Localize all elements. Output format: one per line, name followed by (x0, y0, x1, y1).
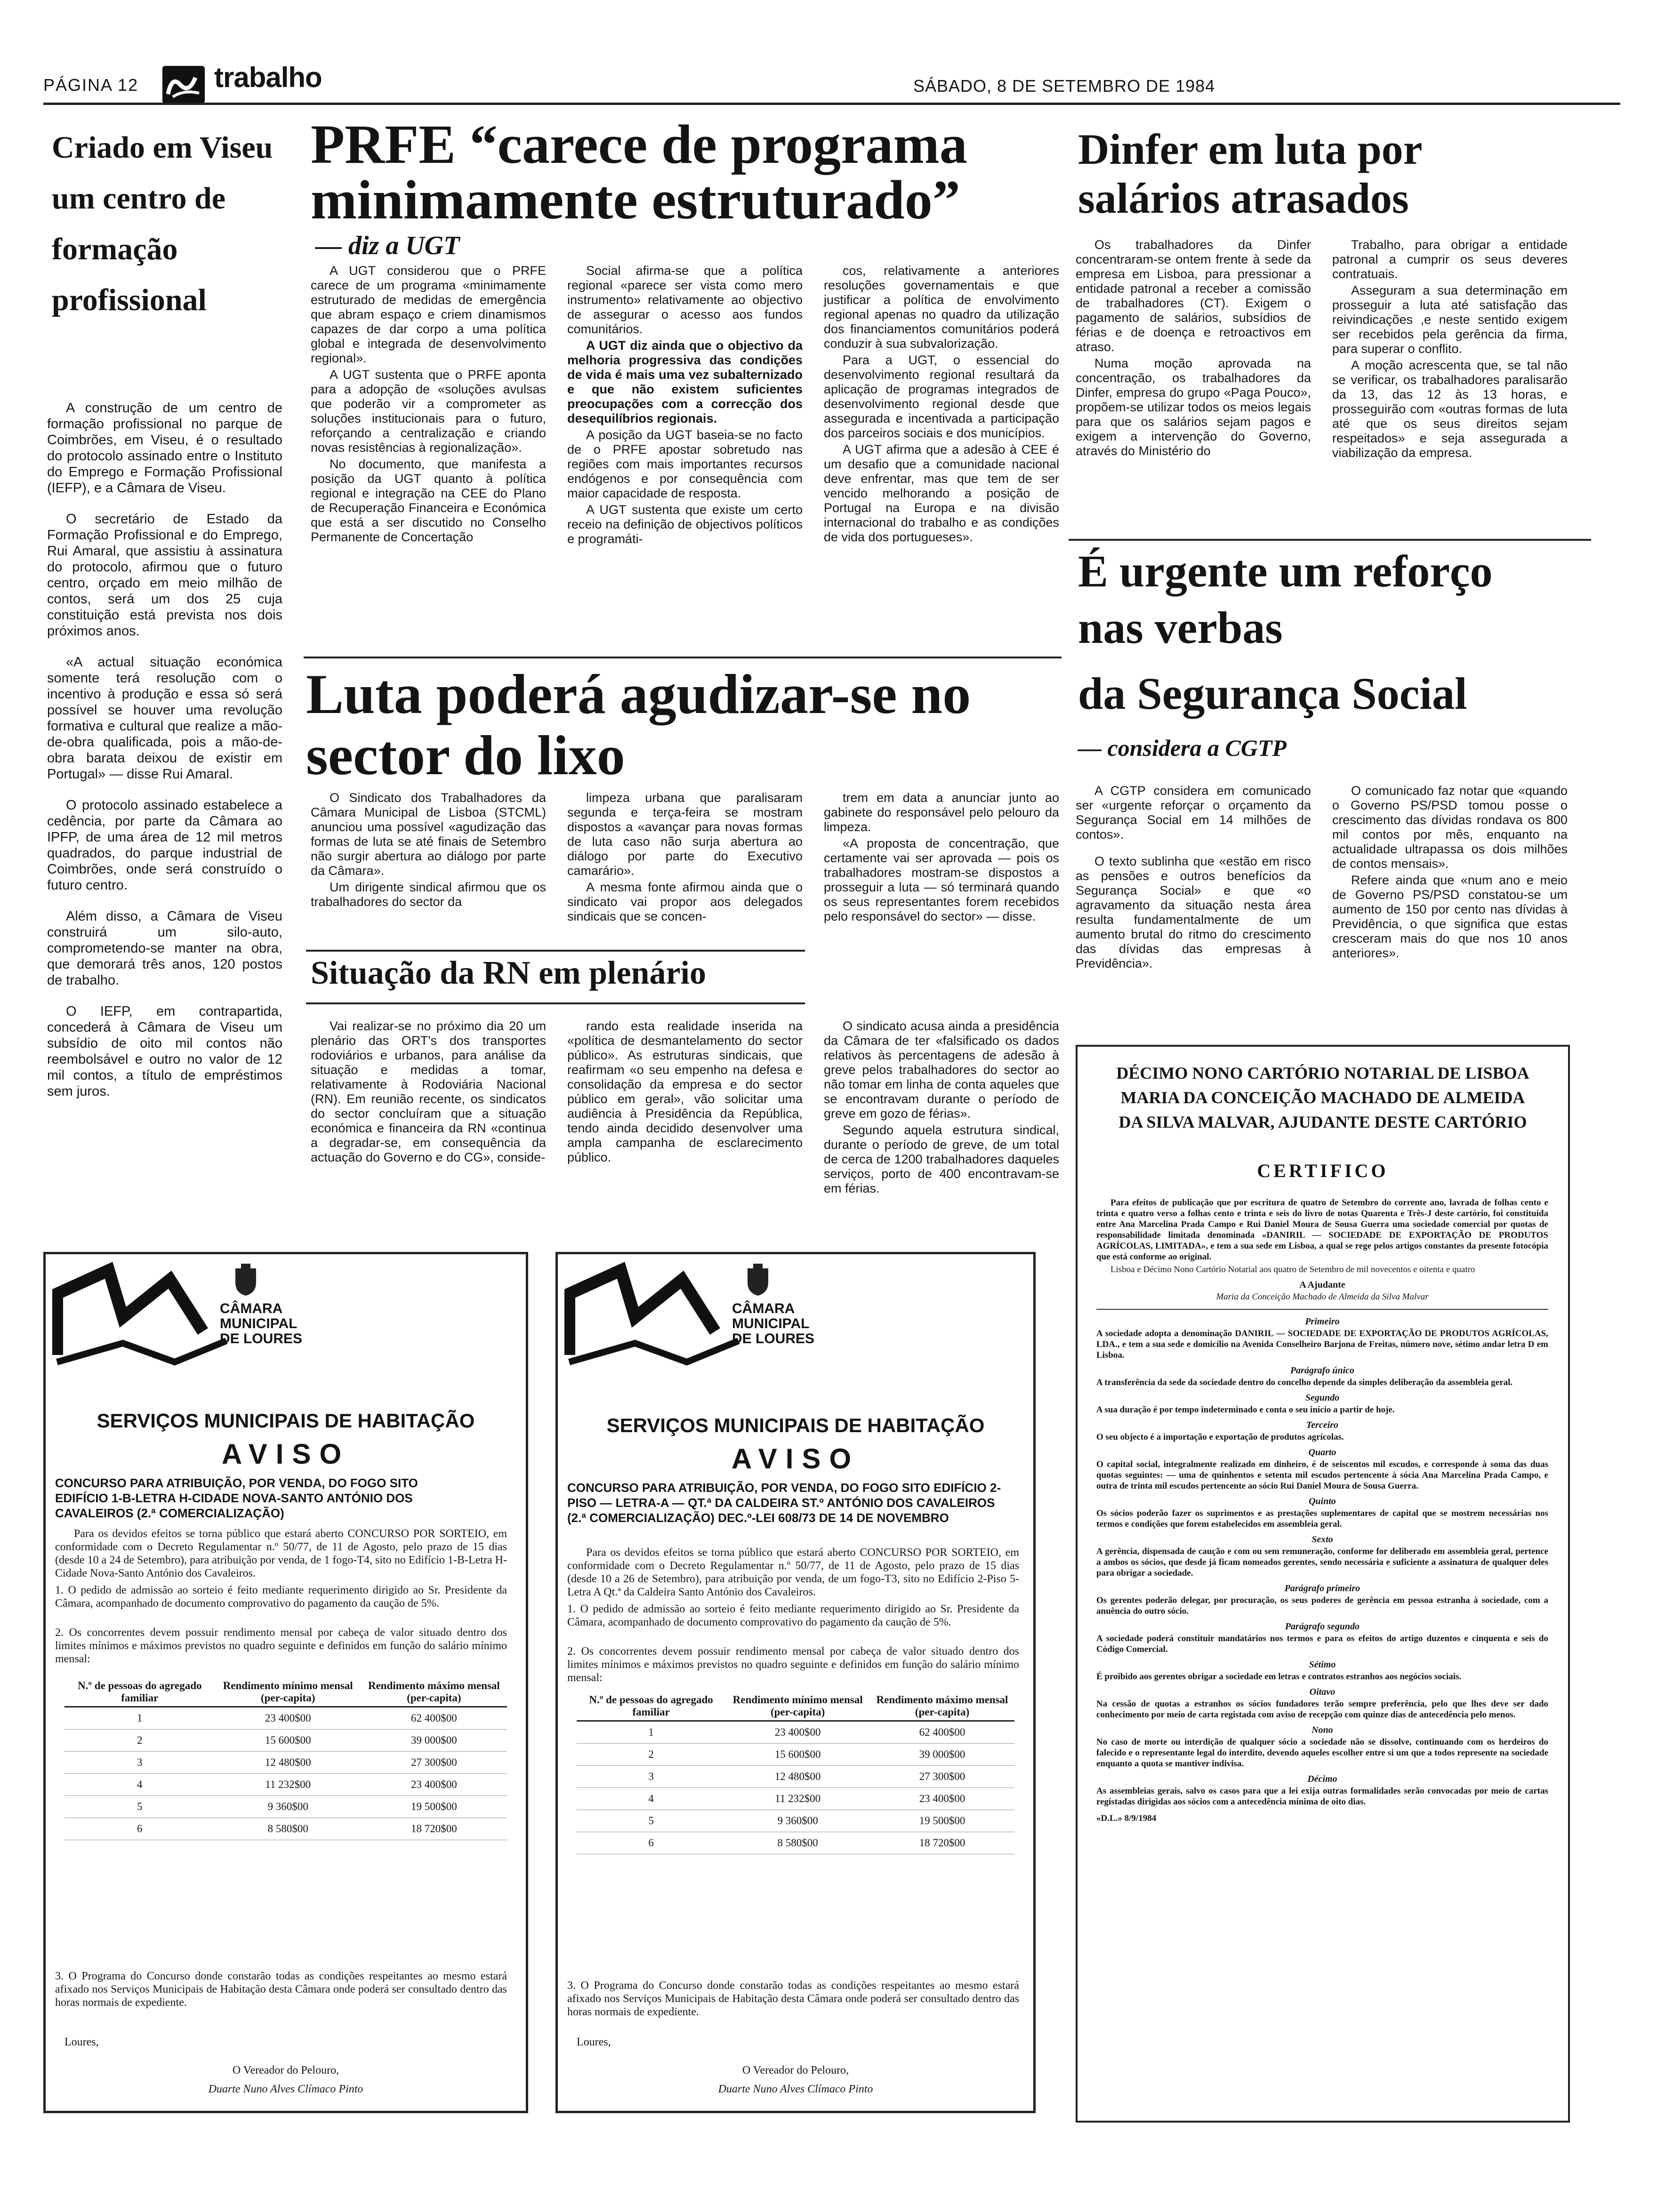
paragraph: cos, relativamente a anteriores resoluções governamentais e que justificar a política de envolvimento regional apenas no quadro da utilização dos financiamentos comunitários poderá conduzir à sua subvalorização. (824, 264, 1059, 351)
paragraph: A UGT afirma que a adesão à CEE é um desafio que a comunidade nacional deve enfrentar, mas que tem de ser vencido melhorando a posição de Portugal na Europa e na divisão internacional do trabalho e as condições de vida dos portugueses». (824, 442, 1059, 544)
table-cell: 12 480$00 (215, 1752, 361, 1774)
paragraph: A UGT considerou que o PRFE carece de um programa «minimamente estruturado de medidas de emergência que abram espaço e criem dinamismos capazes de dar corpo a uma política global e integrada de desenvolvimento regional». (311, 264, 546, 365)
loures-notice-2 (555, 1252, 1036, 2113)
article-heading: Terceiro (1306, 1420, 1339, 1430)
prfe-col-1 (311, 264, 546, 546)
rn-col-1 (311, 1019, 546, 1167)
paragraph: A UGT sustenta que existe um certo receio na definição de objectivos políticos e programáti- (567, 503, 803, 546)
dinfer-col-1 (1076, 238, 1311, 460)
table-cell: 1 (577, 1721, 725, 1744)
article-text: Os gerentes poderão delegar, por procuração, os seus poderes de gerência em pessoa estranha à sociedade, com a anuência do outro sócio. (1096, 1595, 1548, 1616)
cgtp-col-2 (1332, 784, 1568, 962)
notarial-place-date: Lisboa e Décimo Nono Cartório Notarial aos quatro de Setembro de mil novecentos e oitenta e quatro (1110, 1265, 1475, 1274)
table-row (577, 1788, 1014, 1810)
table-cell: 6 (577, 1832, 725, 1854)
lixo-col-2 (567, 791, 803, 926)
article-text: A sociedade adopta a denominação DANIRIL — SOCIEDADE DE EXPORTAÇÃO DE PRODUTOS AGRÍCOLAS, LDA., e tem a sua sede e domicílio na Avenida Conselheiro Barjona de Freitas, número nove, sétimo andar letra D em Lisboa. (1096, 1329, 1548, 1360)
concurso-heading: CONCURSO PARA ATRIBUIÇÃO, POR VENDA, DO FOGO SITO EDIFÍCIO 2-PISO — LETRA-A — QT.ª DA CALDEIRA ST.º ANTÓNIO DOS CAVALEIROS (2.ª COMERCIALIZAÇÃO) DEC.º-LEI 608/73 DE 14 DE NOVEMBRO (567, 1481, 1001, 1525)
column-rule (306, 950, 805, 952)
table-row (64, 1730, 507, 1752)
table-row (64, 1707, 507, 1730)
article-text: A transferência da sede da sociedade dentro do concelho depende da simples deliberação da assembleia geral. (1096, 1378, 1513, 1387)
table-cell: 11 232$00 (215, 1774, 361, 1796)
signer-name: Duarte Nuno Alves Clímaco Pinto (718, 2083, 873, 2095)
dinfer-headline: Dinfer em luta por salários atrasados (1078, 125, 1422, 222)
prfe-col-2 (567, 264, 803, 548)
table-cell: 5 (64, 1796, 215, 1818)
ajudante-label: A Ajudante (1299, 1280, 1345, 1290)
paragraph: A moção acrescenta que, se tal não se verificar, os trabalhadores paralisarão da 13, das 12 às 13 horas, e prosseguirão com «outras formas de luta até que os seus direitos sejam respeitados» e seja assegurada a viabilização da empresa. (1332, 358, 1568, 460)
table-cell: 23 400$00 (870, 1788, 1014, 1810)
paragraph: A CGTP considera em comunicado ser «urgente reforçar o orçamento da Segurança Social em 14 milhões de contos». (1076, 784, 1311, 842)
article-heading: Primeiro (1305, 1316, 1340, 1327)
paragraph: O secretário de Estado da Formação Profissional e do Emprego, Rui Amaral, que assistiu à assinatura do protocolo, afirmou que o futuro centro, orçado em meio milhão de contos, será um dos 25 cuja constituição está prevista nos dois próximos anos. (47, 512, 282, 639)
notarial-intro: Para efeitos de publicação que por escritura de quatro de Setembro do corrente ano, lavrada de folhas cento e trinta e quatro verso a folhas cento e trinta e seis do livro de notas Quarenta e Três-J deste cartório, foi constituída entre Ana Marcelina Prada Campo e Rui Daniel Moura de Sousa Guerra uma sociedade comercial por quotas de responsabilidade limitada denominada «DANIRIL — SOCIEDADE DE EXPORTAÇÃO DE PRODUTOS AGRÍCOLAS, LIMITADA», e tem a sua sede em Lisboa, a qual se rege pelos artigos constantes da presente fotocópia que está conforme ao original. (1096, 1198, 1548, 1262)
notarial-header (1078, 1061, 1568, 1134)
paragraph: A posição da UGT baseia-se no facto de o PRFE apostar sobretudo nas regiões com mais importantes recursos endógenos e por consequência com maior capacidade de resposta. (567, 428, 803, 500)
table-cell: 5 (577, 1810, 725, 1832)
table-cell: 62 400$00 (870, 1721, 1014, 1744)
cgtp-headline-line-2: nas verbas (1078, 602, 1283, 653)
concurso-intro: Para os devidos efeitos se torna público que estará aberto CONCURSO POR SORTEIO, em conformidade com o Decreto Regulamentar n.º 50/77, de 11 de Agosto, pelo prazo de 15 dias (desde 10 a 26 de Setembro), para atribuição por venda, de um fogo-T3, sito no Edifício 2-Piso 5-Letra A Qt.ª da Caldeira Santo António dos Cavaleiros. (567, 1547, 1019, 1598)
table-cell: 18 720$00 (870, 1832, 1014, 1854)
concurso-item-2: 2. Os concorrentes devem possuir rendimento mensal por cabeça de valor situado dentro dos limites mínimos e máximos previstos no quadro seguinte e definidos em função do salário mínimo mensal: (567, 1645, 1019, 1684)
table-cell: 19 500$00 (361, 1796, 507, 1818)
loures-notice-1 (43, 1252, 528, 2113)
table-row (64, 1818, 507, 1840)
paragraph: Além disso, a Câmara de Viseu construirá um silo-auto, comprometendo-se manter na obra, que demorará três anos, 120 postos de trabalho. (47, 909, 282, 988)
table-cell: 15 600$00 (215, 1730, 361, 1752)
table-cell: 8 580$00 (215, 1818, 361, 1840)
concurso-item-1: 1. O pedido de admissão ao sorteio é feito mediante requerimento dirigido ao Sr. Presidente da Câmara, acompanhado de documento comprovativo do pagamento da caução de 5%. (567, 1603, 1019, 1628)
paragraph: A mesma fonte afirmou ainda que o sindicato vai propor aos delegados sindicais que se concen- (567, 880, 803, 923)
notarial-certificate (1076, 1045, 1570, 2123)
section-title: trabalho (214, 62, 322, 93)
article-text: A gerência, dispensada de caução e com ou sem remuneração, conforme for deliberado em assembleia geral, pertence a ambos os sócios, que desde já ficam nomeados gerentes, sendo necessária e suficiente a assinatura de qualquer deles para obrigar a sociedade. (1096, 1547, 1548, 1578)
paragraph: «A actual situação económica somente terá resolução com o incentivo à produção e essa só será possível se houver uma revolução formativa e cultural que realize a mão-de-obra qualificada, pois a mão-de-obra barata deixou de existir em Portugal» — disse Rui Amaral. (47, 655, 282, 782)
paragraph: Trabalho, para obrigar a entidade patronal a cumprir os seus deveres contratuais. (1332, 238, 1568, 281)
table-cell: 8 580$00 (725, 1832, 870, 1854)
article-text: A sociedade poderá constituir mandatários nos termos e para os efeitos do artigo duzentos e cinquenta e seis do Código Comercial. (1096, 1634, 1548, 1654)
notarial-header-line: DÉCIMO NONO CARTÓRIO NOTARIAL DE LISBOA (1116, 1064, 1529, 1082)
dinfer-col-2 (1332, 238, 1568, 462)
table-cell: 15 600$00 (725, 1744, 870, 1766)
paragraph: A UGT diz ainda que o objectivo da melhoria progressiva das condições de vida é mais uma vez subalternizado e que não existem suficientes preocupações com a correcção dos desequilíbrios regionais. (567, 338, 803, 425)
lixo-col-1 (311, 791, 546, 911)
table-cell: 23 400$00 (215, 1707, 361, 1730)
table-cell: 6 (64, 1818, 215, 1840)
camara-label-line: DE LOURES (732, 1331, 815, 1346)
article-text: A sua duração é por tempo indeterminado e conta o seu início a partir de hoje. (1096, 1405, 1395, 1415)
camara-label-line: CÂMARA (732, 1301, 795, 1316)
cgtp-subtitle: — considera a CGTP (1078, 735, 1287, 761)
table-cell: 23 400$00 (361, 1774, 507, 1796)
paragraph: limpeza urbana que paralisaram segunda e terça-feira se mostram dispostos a «avançar para novas formas de luta caso não surja abertura ao diálogo por parte do Executivo camarário». (567, 791, 803, 878)
table-cell: 1 (64, 1707, 215, 1730)
column-header: Rendimento máximo mensal (per-capita) (361, 1678, 507, 1707)
article-heading: Parágrafo único (1290, 1365, 1355, 1376)
column-header: Rendimento mínimo mensal (per-capita) (215, 1678, 361, 1707)
table-cell: 3 (577, 1766, 725, 1788)
column-header: Rendimento mínimo mensal (per-capita) (725, 1692, 870, 1721)
column-rule (306, 1002, 805, 1004)
table-row (577, 1744, 1014, 1766)
paragraph: O comunicado faz notar que «quando o Governo PS/PSD tomou posse o crescimento das dívidas rondava os 800 mil contos por mês, enquanto na actualidade ultrapassa os dois milhões de contos mensais». (1332, 784, 1568, 871)
article-heading: Sexto (1311, 1534, 1333, 1545)
paragraph: Um dirigente sindical afirmou que os trabalhadores do sector da (311, 880, 546, 909)
paragraph: A UGT sustenta que o PRFE aponta para a adopção de «soluções avulsas que poderão vir a comprometer as soluções institucionais para o futuro, reforçando a centralização e criando novas resistências à regionalização». (311, 368, 546, 455)
table-cell: 9 360$00 (215, 1796, 361, 1818)
paragraph: trem em data a anunciar junto ao gabinete do responsável pelo pelouro da limpeza. (824, 791, 1059, 834)
header-rule (43, 103, 1620, 105)
table-cell: 39 000$00 (870, 1744, 1014, 1766)
concurso-heading: CONCURSO PARA ATRIBUIÇÃO, POR VENDA, DO FOGO SITO EDIFÍCIO 1-B-LETRA H-CIDADE NOVA-SANTO ANTÓNIO DOS CAVALEIROS (2.ª COMERCIALIZAÇÃO) (55, 1476, 418, 1520)
loures-crest-icon (232, 1264, 260, 1297)
table-cell: 4 (64, 1774, 215, 1796)
service-title: SERVIÇOS MUNICIPAIS DE HABITAÇÃO (97, 1410, 475, 1432)
column-rule (304, 657, 1062, 658)
viseu-body (47, 400, 282, 1101)
camara-label-line: MUNICIPAL (732, 1316, 810, 1331)
paragraph: O IEFP, em contrapartida, concederá à Câmara de Viseu um subsídio de oito mil contos não reembolsável e outro no valor de 12 mil contos, a título de empréstimos sem juros. (47, 1004, 282, 1099)
table-row (577, 1766, 1014, 1788)
table-cell: 23 400$00 (725, 1721, 870, 1744)
table-row (64, 1796, 507, 1818)
paragraph: Refere ainda que «num ano e meio de Governo PS/PSD constatou-se um aumento de 150 por cento nas dívidas à Previdência, o que significa que estas cresceram mais do que nos 10 anos anteriores». (1332, 873, 1568, 960)
notarial-header-line: DA SILVA MALVAR, AJUDANTE DESTE CARTÓRIO (1118, 1113, 1527, 1131)
article-heading: Segundo (1305, 1393, 1340, 1403)
paragraph: rando esta realidade inserida na «política de desmantelamento do sector público». As estruturas sindicais, que reafirmam «o seu empenho na defesa e consolidação da empresa e do sector público em geral», vão solicitar uma audiência à Presidência da República, tendo ainda decidido desenvolver uma ampla campanha de esclarecimento público. (567, 1019, 803, 1164)
column-rule (1069, 539, 1591, 541)
aviso-title: AVISO (221, 1438, 350, 1470)
camara-label-line: MUNICIPAL (220, 1316, 298, 1331)
notarial-body (1096, 1197, 1548, 1826)
concurso-item-3: 3. O Programa do Concurso donde constarão todas as condições respeitantes ao mesmo estará afixado nos Serviços Municipais de Habitação desta Câmara onde poderá ser consultado dentro das horas normais de expediente. (567, 1980, 1019, 2018)
camara-label-line: DE LOURES (220, 1331, 303, 1346)
table-cell: 12 480$00 (725, 1766, 870, 1788)
table-cell: 19 500$00 (870, 1810, 1014, 1832)
aviso-title: AVISO (731, 1443, 860, 1475)
rn-col-2 (567, 1019, 803, 1167)
page-number: PÁGINA 12 (43, 75, 139, 95)
ajudante-name: Maria da Conceição Machado de Almeida da Silva Malvar (1216, 1292, 1429, 1302)
concurso-intro: Para os devidos efeitos se torna público que estará aberto CONCURSO POR SORTEIO, em conformidade com o Decreto Regulamentar n.º 50/77, de 11 de Agosto, pelo prazo de 15 dias (desde 10 a 24 de Setembro), para atribuição por venda, de 1 fogo-T4, sito no Edifício 1-B-Letra H-Cidade Nova-Santo António dos Cavaleiros. (55, 1528, 507, 1579)
income-table (577, 1692, 1014, 1854)
certifico-title: CERTIFICO (1257, 1160, 1389, 1181)
camara-label-line: CÂMARA (220, 1301, 283, 1316)
table-row (577, 1810, 1014, 1832)
table-cell: 11 232$00 (725, 1788, 870, 1810)
concurso-item-3: 3. O Programa do Concurso donde constarão todas as condições respeitantes ao mesmo estará afixado nos Serviços Municipais de Habitação desta Câmara onde poderá ser consultado dentro das horas normais de expediente. (55, 1970, 507, 2009)
paragraph: Social afirma-se que a política regional «parece ser vista como mero instrumento» relativamente ao objectivo de assegurar o acesso aos fundos comunitários. (567, 264, 803, 336)
paragraph: O sindicato acusa ainda a presidência da Câmara de ter «falsificado os dados relativos às percentagens de adesão à greve pelos trabalhadores do sector ao não tomar em linha de conta aqueles que se encontravam durante o período de greve em gozo de férias». (824, 1019, 1059, 1121)
article-text: No caso de morte ou interdição de qualquer sócio a sociedade não se dissolve, continuando com os herdeiros do falecido e o representante legal do interdito, devendo aqueles escolher entre si um que a todos represente na sociedade enquanto a quota se mantiver indivisa. (1096, 1737, 1548, 1769)
article-text: O seu objecto é a importação e exportação de produtos agrícolas. (1096, 1432, 1344, 1442)
lixo-headline: Luta poderá agudizar-se no sector do lixo (306, 663, 971, 786)
paragraph: Os trabalhadores da Dinfer concentraram-se ontem frente à sede da empresa em Lisboa, para pressionar a entidade patronal a receber a comissão de trabalhadores (CT). Exigem o pagamento de salários, subsídios de férias e de doença e retroactivos em atraso. (1076, 238, 1311, 354)
table-row (64, 1774, 507, 1796)
prfe-col-3 (824, 264, 1059, 546)
article-heading: Décimo (1307, 1774, 1337, 1784)
table-cell: 39 000$00 (361, 1730, 507, 1752)
article-text: Na cessão de quotas a estranhos os sócios fundadores terão sempre preferência, pelo que lhes deve ser dado conhecimento por meio de carta registada com aviso de recepção com quinze dias de antecedência pelo menos. (1096, 1699, 1548, 1720)
prfe-subtitle: — diz a UGT (315, 231, 460, 260)
cgtp-headline-line-1: É urgente um reforço (1078, 546, 1493, 596)
paragraph: O Sindicato dos Trabalhadores da Câmara Municipal de Lisboa (STCML) anunciou uma possível «agudização das formas de luta se até finais de Setembro não surgir abertura ao diálogo por parte da Câmara». (311, 791, 546, 878)
paragraph: Para a UGT, o essencial do desenvolvimento regional resultará da aplicação de programas integrados de desenvolvimento regional desde que assegurada e incentivada a participação dos parceiros sociais e dos municípios. (824, 353, 1059, 440)
camara-label (220, 1301, 302, 1346)
article-text: O capital social, integralmente realizado em dinheiro, é de seiscentos mil escudos, e corresponde à soma das duas quotas seguintes: — uma de quinhentos e setenta mil escudos pertencente à sócia Ana Marcelina Prada Campo, e outra de trinta mil escudos pertencente ao sócio Rui Daniel Moura de Sousa Guerra. (1096, 1459, 1548, 1491)
camara-label (732, 1301, 814, 1346)
lixo-col-3 (824, 791, 1059, 926)
loures-crest-icon (744, 1264, 772, 1297)
article-heading: Sétimo (1309, 1659, 1336, 1670)
rn-col-3 (824, 1019, 1059, 1198)
paragraph: Segundo aquela estrutura sindical, durante o período de greve, de um total de cerca de 1200 trabalhadores daqueles serviços, porto de 400 encontravam-se em férias. (824, 1123, 1059, 1195)
paragraph: «A proposta de concentração, que certamente vai ser aprovada — pois os trabalhadores mostram-se dispostos a prosseguir a luta — só terminará quando os seus representantes forem recebidos pelo responsável do sector» — disse. (824, 836, 1059, 923)
table-cell: 18 720$00 (361, 1818, 507, 1840)
section-logo-icon (162, 66, 205, 104)
table-row (577, 1721, 1014, 1744)
table-cell: 2 (577, 1744, 725, 1766)
table-header-row (64, 1678, 507, 1707)
table-cell: 27 300$00 (361, 1752, 507, 1774)
article-heading: Parágrafo primeiro (1284, 1583, 1360, 1594)
place-label: Loures, (577, 2036, 611, 2048)
article-text: É proibido aos gerentes obrigar a sociedade em letras e contratos estranhos aos negócios sociais. (1096, 1672, 1462, 1682)
paragraph: Vai realizar-se no próximo dia 20 um plenário das ORT's dos transportes rodoviários e urbanos, para análise da situação e medidas a tomar, relativamente à Rodoviária Nacional (RN). Em reunião recente, os sindicatos do sector concluíram que a situação económica e financeira da RN «continua a degradar-se, em consequência da actuação do Governo e do CG», conside- (311, 1019, 546, 1164)
article-heading: Oitavo (1309, 1687, 1335, 1697)
loures-wave-logo-icon (564, 1261, 743, 1378)
signer-title: O Vereador do Pelouro, (742, 2064, 849, 2076)
signer-title: O Vereador do Pelouro, (232, 2064, 339, 2076)
income-table (64, 1678, 507, 1840)
rn-headline: Situação da RN em plenário (311, 955, 706, 991)
column-header: N.º de pessoas do agregado familiar (64, 1678, 215, 1707)
paragraph: A construção de um centro de formação profissional no parque de Coimbrões, em Viseu, é o resultado do protocolo assinado entre o Instituto do Emprego e Formação Profissional (IEFP), e a Câmara de Viseu. (47, 401, 282, 496)
article-text: Os sócios poderão fazer os suprimentos e as prestações suplementares de capital que se mostrem necessárias nos termos e condições que forem estabelecidos em assembleia geral. (1096, 1508, 1548, 1529)
concurso-item-1: 1. O pedido de admissão ao sorteio é feito mediante requerimento dirigido ao Sr. Presidente da Câmara, acompanhado de documento comprovativo do pagamento da caução de 5%. (55, 1584, 507, 1610)
concurso-item-2: 2. Os concorrentes devem possuir rendimento mensal por cabeça de valor situado dentro dos limites mínimos e máximos previstos no quadro seguinte e definidos em função do salário mínimo mensal: (55, 1627, 507, 1665)
loures-wave-logo-icon (52, 1261, 231, 1378)
column-header: Rendimento máximo mensal (per-capita) (870, 1692, 1014, 1721)
cgtp-headline-line-3: da Segurança Social (1078, 668, 1467, 719)
signer-name: Duarte Nuno Alves Clímaco Pinto (208, 2083, 363, 2095)
issue-date: SÁBADO, 8 DE SETEMBRO DE 1984 (913, 76, 1215, 96)
paragraph: Numa moção aprovada na concentração, os trabalhadores da Dinfer, empresa do grupo «Paga Pouco», propõem-se utilizar todos os meios legais para que os salários sejam pagos e exigem a intervenção do Governo, através do Ministério do (1076, 356, 1311, 458)
paragraph: Asseguram a sua determinação em prosseguir a luta até satisfação das reivindicações ,e neste sentido exigem ser recebidos pela gerência da firma, para superar o conflito. (1332, 283, 1568, 356)
table-cell: 9 360$00 (725, 1810, 870, 1832)
prfe-headline: PRFE “carece de programa minimamente estruturado” (311, 113, 967, 231)
notarial-footer: «D.L.» 8/9/1984 (1096, 1813, 1157, 1823)
notarial-separator (1096, 1309, 1548, 1310)
paragraph: No documento, que manifesta a posição da UGT quanto à política regional e integração na CEE do Plano de Recuperação Financeira e Económica que está a ser discutido no Conselho Permanente de Concertação (311, 457, 546, 544)
article-heading: Nono (1311, 1725, 1333, 1735)
table-cell: 3 (64, 1752, 215, 1774)
paragraph: O protocolo assinado estabelece a cedência, por parte da Câmara ao IPFP, de uma área de 12 mil metros quadrados, do parque industrial de Coimbrões, onde será construído o futuro centro. (47, 798, 282, 893)
table-cell: 2 (64, 1730, 215, 1752)
table-cell: 4 (577, 1788, 725, 1810)
article-text: As assembleias gerais, salvo os casos para que a lei exija outras formalidades serão convocadas por meio de cartas registadas dirigidas aos sócios com a antecedência mínima de oito dias. (1096, 1786, 1548, 1807)
table-cell: 62 400$00 (361, 1707, 507, 1730)
article-heading: Quarto (1308, 1447, 1336, 1458)
article-heading: Quinto (1309, 1496, 1336, 1507)
table-row (577, 1832, 1014, 1854)
column-header: N.º de pessoas do agregado familiar (577, 1692, 725, 1721)
cgtp-col-1 (1076, 784, 1311, 973)
service-title: SERVIÇOS MUNICIPAIS DE HABITAÇÃO (606, 1414, 985, 1436)
notarial-header-line: MARIA DA CONCEIÇÃO MACHADO DE ALMEIDA (1120, 1088, 1525, 1107)
table-header-row (577, 1692, 1014, 1721)
table-cell: 27 300$00 (870, 1766, 1014, 1788)
place-label: Loures, (64, 2036, 99, 2048)
table-row (64, 1752, 507, 1774)
article-heading: Parágrafo segundo (1285, 1621, 1360, 1632)
viseu-headline: Criado em Viseu um centro de formação profissional (52, 130, 273, 317)
paragraph: O texto sublinha que «estão em risco as pensões e outros benefícios da Segurança Social» e que «o agravamento da situação nesta área resulta fundamentalmente de um aumento brutal do ritmo do crescimento das dívidas das empresas à Previdência». (1076, 854, 1311, 970)
